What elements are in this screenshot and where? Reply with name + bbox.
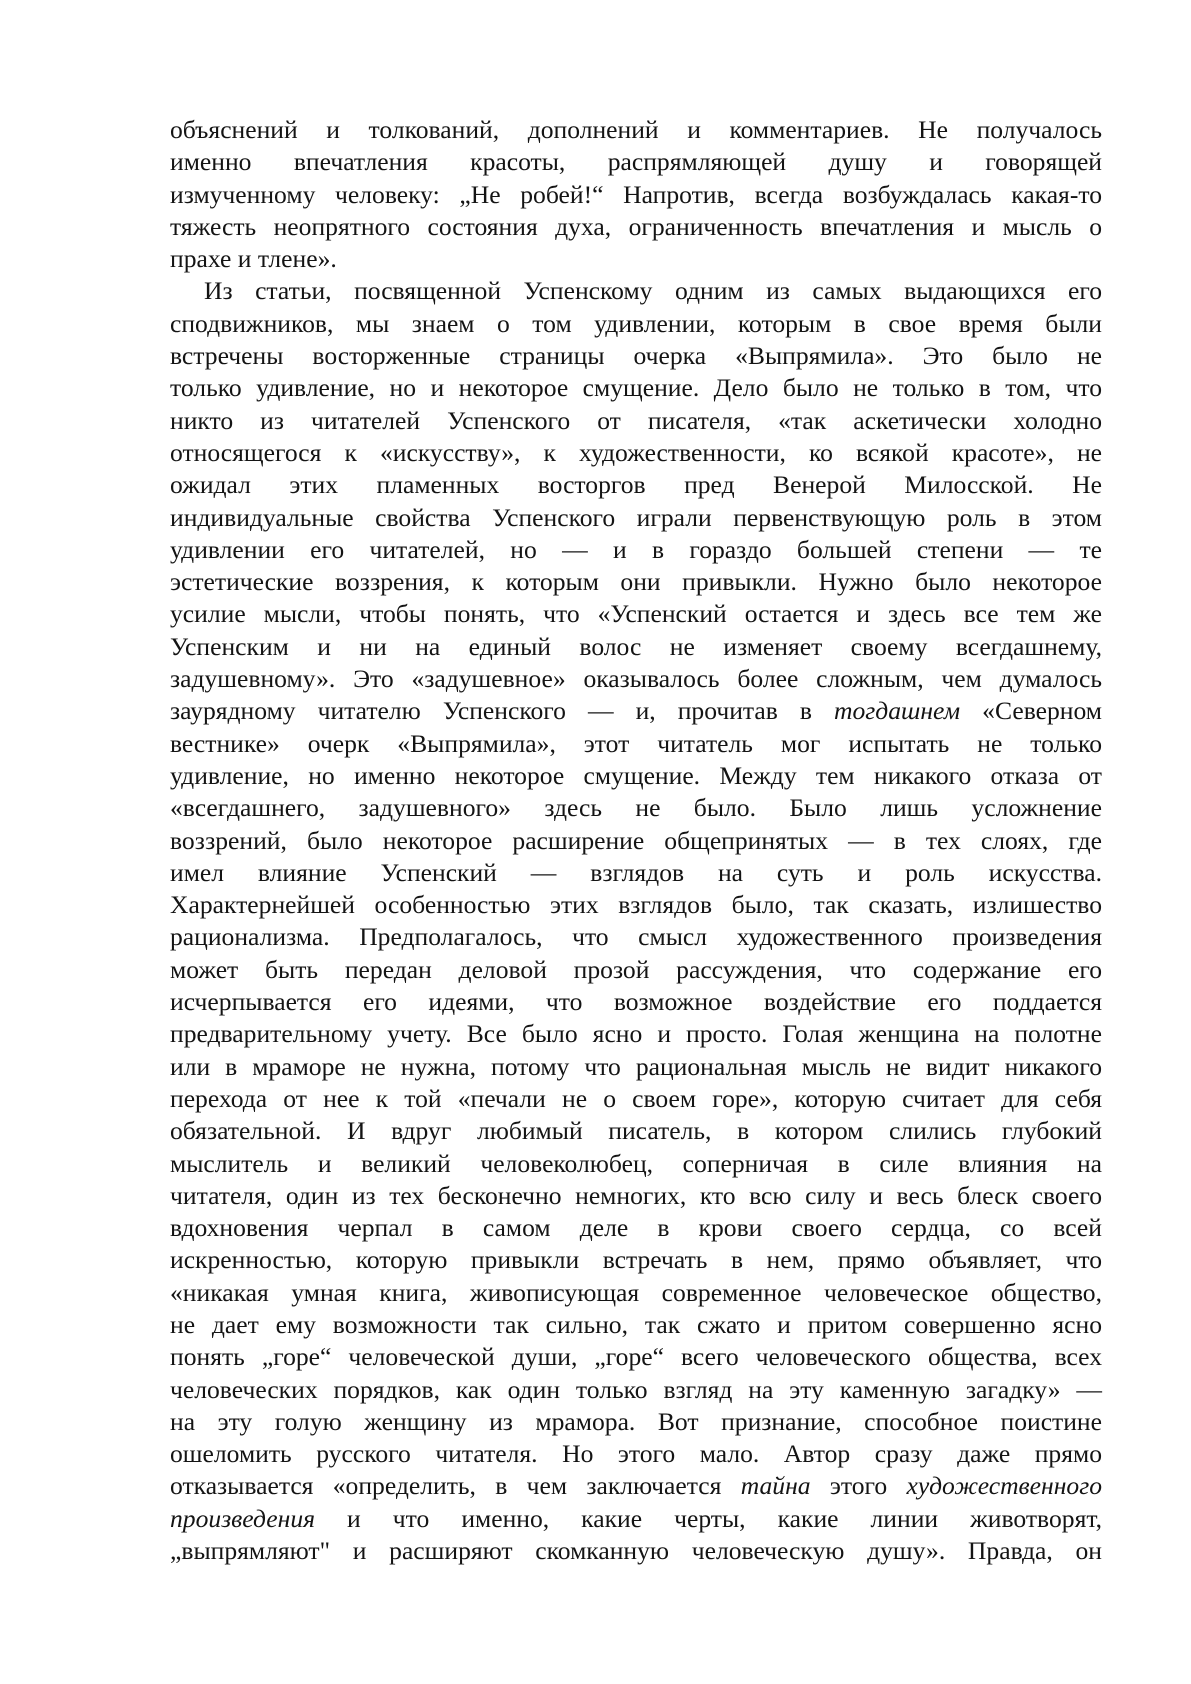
text-segment: «Северном [960, 696, 1102, 726]
text-line [170, 340, 1102, 372]
text-segment: искренностью, которую привыкли встречать в нем, прямо объявляет, что [170, 1245, 1102, 1275]
text-line [170, 1374, 1102, 1406]
text-segment: Характернейшей особенностью этих взглядов было, так сказать, излишество [170, 890, 1102, 920]
text-line [170, 179, 1102, 211]
text-line [170, 114, 1102, 146]
text-line [170, 728, 1102, 760]
text-segment: встречены восторженные страницы очерка «Выпрямила». Это было не [170, 341, 1102, 371]
text-segment: рационализма. Предполагалось, что смысл художественного произведения [170, 922, 1102, 952]
text-line [170, 1309, 1102, 1341]
text-segment: ошеломить русского читателя. Но этого мало. Автор сразу даже прямо [170, 1439, 1102, 1469]
text-line [170, 308, 1102, 340]
text-line [170, 792, 1102, 824]
text-line [170, 469, 1102, 501]
text-segment: читателя, один из тех бесконечно немногих, кто всю силу и весь блеск своего [170, 1180, 1102, 1210]
text-segment: вдохновения черпал в самом деле в крови своего сердца, со всей [170, 1213, 1102, 1243]
text-line [170, 631, 1102, 663]
text-line [170, 598, 1102, 630]
text-segment: сподвижников, мы знаем о том удивлении, которым в свое время были [170, 308, 1102, 338]
text-line [170, 437, 1102, 469]
text-line [170, 211, 1102, 243]
text-segment: удивление, но именно некоторое смущение. Между тем никакого отказа от [170, 760, 1102, 790]
text-line [170, 760, 1102, 792]
text-line [170, 1470, 1102, 1502]
text-segment: «никакая умная книга, живописующая современное человеческое общество, [170, 1277, 1102, 1307]
text-segment: и что именно, какие черты, какие линии животворят, [315, 1503, 1102, 1533]
text-line [170, 275, 1102, 307]
text-segment: „выпрямляют" и расширяют скомканную человеческую душу». Правда, он [170, 1536, 1102, 1566]
text-line [170, 146, 1102, 178]
text-line [170, 986, 1102, 1018]
text-segment: тяжесть неопрятного состояния духа, ограниченность впечатления и мысль о [170, 211, 1102, 241]
text-line [170, 372, 1102, 404]
text-segment: обязательной. И вдруг любимый писатель, в котором слились глубокий [170, 1116, 1102, 1146]
text-line [170, 502, 1102, 534]
text-line [170, 857, 1102, 889]
text-segment: предварительному учету. Все было ясно и просто. Голая женщина на полотне [170, 1019, 1102, 1049]
text-line [170, 1212, 1102, 1244]
text-segment: имел влияние Успенский — взглядов на суть и роль искусства. [170, 857, 1102, 887]
text-line [170, 1535, 1102, 1567]
text-segment: «всегдашнего, задушевного» здесь не было. Было лишь усложнение [170, 793, 1102, 823]
text-line [170, 825, 1102, 857]
text-segment: эстетические воззрения, к которым они привыкли. Нужно было некоторое [170, 567, 1102, 597]
text-segment: перехода от нее к той «печали не о своем горе», которую считает для себя [170, 1083, 1102, 1113]
text-segment: на эту голую женщину из мрамора. Вот признание, способное поистине [170, 1406, 1102, 1436]
text-segment: Успенским и ни на единый волос не изменяет своему всегдашнему, [170, 631, 1102, 661]
text-segment: задушевному». Это «задушевное» оказывалось более сложным, чем думалось [170, 664, 1102, 694]
text-line [170, 1180, 1102, 1212]
text-segment: Из статьи, посвященной Успенскому одним из самых выдающихся его [204, 276, 1102, 306]
italic-text: художественного [906, 1471, 1102, 1501]
text-line [170, 534, 1102, 566]
text-segment: или в мраморе не нужна, потому что рациональная мысль не видит никакого [170, 1051, 1102, 1081]
italic-text: произведения [170, 1503, 316, 1533]
text-line [170, 1503, 1102, 1535]
text-line [170, 1115, 1102, 1147]
text-segment: воззрений, было некоторое расширение общепринятых — в тех слоях, где [170, 825, 1102, 855]
body-text [170, 114, 1102, 1567]
text-line [170, 1406, 1102, 1438]
text-line [170, 1148, 1102, 1180]
text-line [170, 1051, 1102, 1083]
text-line [170, 405, 1102, 437]
text-segment: относящегося к «искусству», к художественности, ко всякой красоте», не [170, 437, 1102, 467]
text-segment: объяснений и толкований, дополнений и комментариев. Не получалось [170, 115, 1102, 144]
text-segment: мыслитель и великий человеколюбец, соперничая в силе влияния на [170, 1148, 1102, 1178]
text-line [170, 1277, 1102, 1309]
text-line [170, 1341, 1102, 1373]
text-segment: прахе и тлене». [170, 244, 337, 274]
text-line [170, 1018, 1102, 1050]
text-segment: удивлении его читателей, но — и в гораздо большей степени — те [170, 534, 1102, 564]
text-segment: только удивление, но и некоторое смущение. Дело было не только в том, что [170, 373, 1102, 403]
text-segment: понять „горе“ человеческой души, „горе“ всего человеческого общества, всех [170, 1342, 1102, 1372]
text-line [170, 695, 1102, 727]
text-segment: этого [810, 1471, 907, 1501]
text-segment: вестнике» очерк «Выпрямила», этот читатель мог испытать не только [170, 728, 1102, 758]
text-line [170, 1438, 1102, 1470]
text-segment: может быть передан деловой прозой рассуждения, что содержание его [170, 954, 1102, 984]
text-segment: ожидал этих пламенных восторгов пред Венерой Милосской. Не [170, 470, 1102, 500]
text-segment: измученному человеку: „Не робей!“ Напротив, всегда возбуждалась какая-то [170, 179, 1102, 209]
text-segment: не дает ему возможности так сильно, так сжато и притом совершенно ясно [170, 1309, 1102, 1339]
text-line [170, 663, 1102, 695]
text-segment: именно впечатления красоты, распрямляющей душу и говорящей [170, 147, 1102, 177]
text-segment: отказывается «определить, в чем заключается [170, 1471, 741, 1501]
text-line [170, 1083, 1102, 1115]
text-line [170, 889, 1102, 921]
text-line [170, 566, 1102, 598]
text-segment: исчерпывается его идеями, что возможное воздействие его поддается [170, 987, 1102, 1017]
text-segment: усилие мысли, чтобы понять, что «Успенский остается и здесь все тем же [170, 599, 1102, 629]
text-segment: заурядному читателю Успенского — и, прочитав в [170, 696, 835, 726]
italic-text: тайна [740, 1471, 811, 1501]
text-line [170, 954, 1102, 986]
text-line [170, 921, 1102, 953]
text-line [170, 243, 1102, 275]
italic-text: тогдашнем [834, 696, 961, 726]
text-line [170, 1244, 1102, 1276]
text-segment: индивидуальные свойства Успенского играли первенствующую роль в этом [170, 502, 1102, 532]
text-segment: никто из читателей Успенского от писателя, «так аскетически холодно [170, 405, 1102, 435]
text-segment: человеческих порядков, как один только взгляд на эту каменную загадку» — [170, 1374, 1102, 1404]
